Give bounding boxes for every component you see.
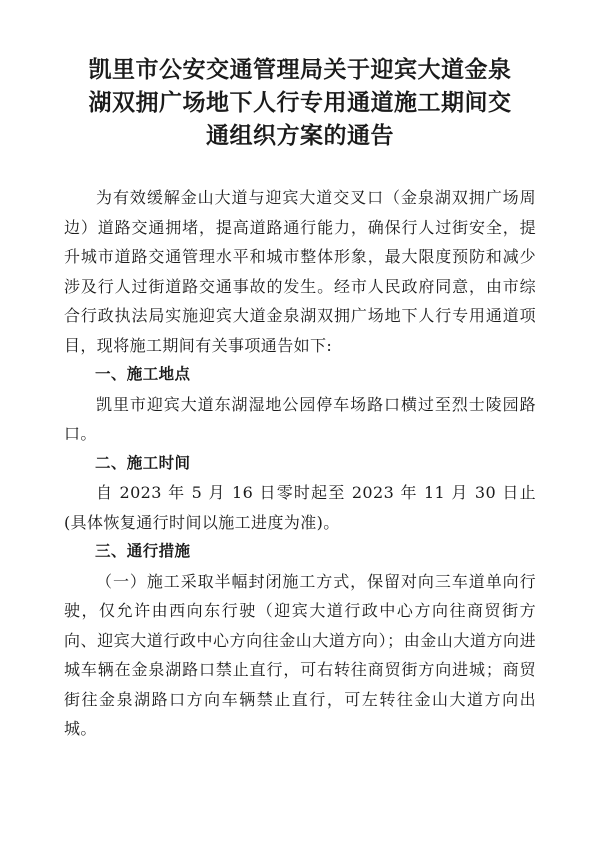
location-paragraph: 凯里市迎宾大道东湖湿地公园停车场路口横过至烈士陵园路口。	[64, 394, 536, 443]
document-title	[64, 54, 536, 153]
time-paragraph: 自 2023 年 5 月 16 日零时起至 2023 年 11 月 30 日止(具体恢复通行时间以施工进度为准)。	[64, 483, 536, 532]
section-heading-location: 一、施工地点	[95, 365, 191, 383]
title-line-1: 凯里市公安交通管理局关于迎宾大道金泉	[88, 57, 512, 83]
measures-paragraph-1: （一）施工采取半幅封闭施工方式，保留对向三车道单向行驶，仅允许由西向东行驶（迎宾大道行政中心方向往商贸街方向、迎宾大道行政中心方向往金山大道方向）；由金山大道方向进城车辆在金泉湖路口禁止直行，可右转往商贸街方向进城；商贸街往金泉湖路口方向车辆禁止直行，可左转往金山大道方向出城。	[64, 571, 536, 738]
document-body	[64, 183, 536, 744]
title-line-2: 湖双拥广场地下人行专用通道施工期间交	[88, 90, 512, 116]
section-heading-time: 二、施工时间	[95, 453, 191, 472]
section-heading-measures: 三、通行措施	[95, 542, 191, 560]
intro-paragraph: 为有效缓解金山大道与迎宾大道交叉口（金泉湖双拥广场周边）道路交通拥堵，提高道路通行能力，确保行人过街安全，提升城市道路交通管理水平和城市整体形象，最大限度预防和减少涉及行人过街道路交通事故的发生。经市人民政府同意，由市综合行政执法局实施迎宾大道金泉湖双拥广场地下人行专用通道项目，现将施工期间有关事项通告如下:	[64, 188, 536, 355]
title-line-3: 通组织方案的通告	[206, 123, 394, 149]
